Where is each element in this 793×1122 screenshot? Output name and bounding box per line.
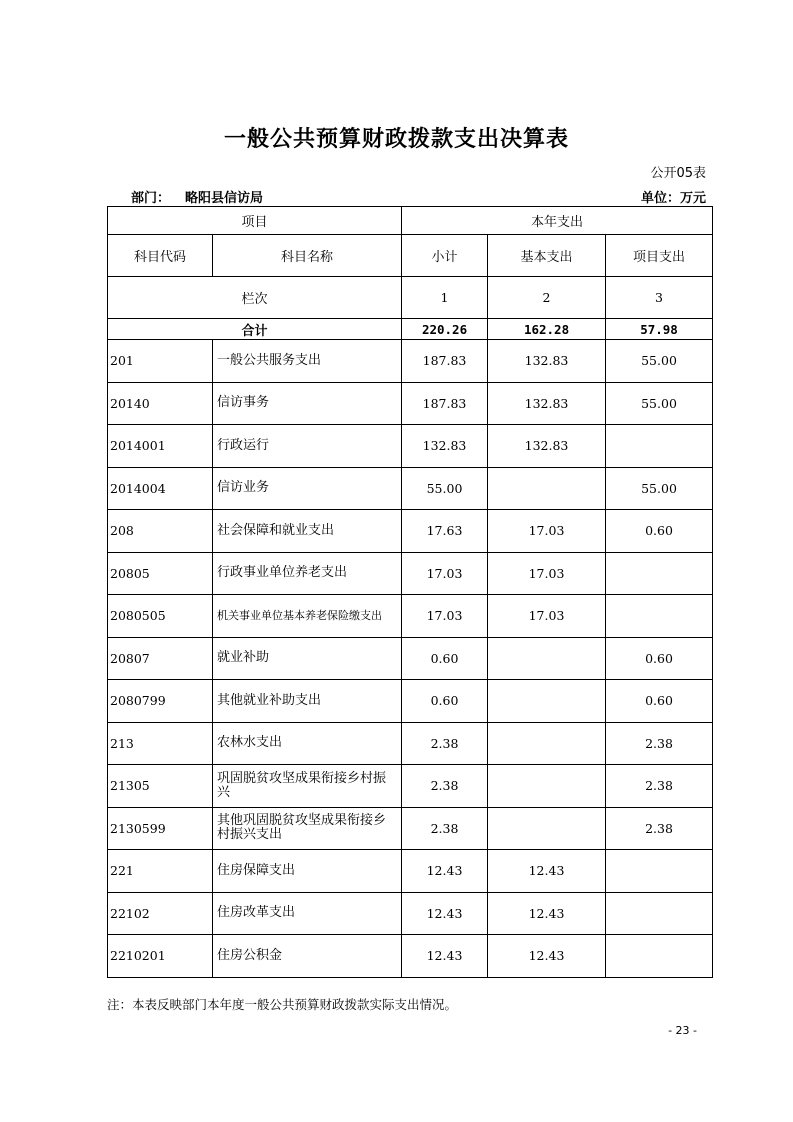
row-basic [488,765,606,808]
row-code: 20140 [108,382,213,425]
row-subtotal: 17.63 [402,510,488,553]
table-row [108,340,713,383]
table-row [108,850,713,893]
row-subtotal: 2.38 [402,807,488,850]
row-subtotal: 0.60 [402,680,488,723]
row-name: 农林水支出 [213,722,402,765]
table-row [108,382,713,425]
row-basic [488,467,606,510]
row-project [606,552,713,595]
row-basic: 12.43 [488,850,606,893]
row-code: 2210201 [108,935,213,978]
row-name: 行政运行 [213,425,402,468]
row-project: 2.38 [606,722,713,765]
row-code: 201 [108,340,213,383]
total-subtotal: 220.26 [402,319,488,340]
row-basic: 17.03 [488,552,606,595]
row-project [606,892,713,935]
form-code: 公开05表 [650,166,706,181]
row-project: 0.60 [606,680,713,723]
row-name: 信访业务 [213,467,402,510]
column-index-1: 1 [402,277,488,319]
header-subtotal: 小计 [402,235,488,277]
row-name: 其他巩固脱贫攻坚成果衔接乡村振兴支出 [213,807,402,850]
column-index-2: 2 [488,277,606,319]
page-title: 一般公共预算财政拨款支出决算表 [223,127,569,152]
table-row [108,935,713,978]
row-name: 住房改革支出 [213,892,402,935]
row-name: 机关事业单位基本养老保险缴支出 [213,595,402,638]
row-code: 221 [108,850,213,893]
header-name: 科目名称 [213,235,402,277]
header-basic: 基本支出 [488,235,606,277]
row-basic [488,807,606,850]
row-subtotal: 17.03 [402,552,488,595]
table-row [108,722,713,765]
total-basic: 162.28 [488,319,606,340]
header-current-year: 本年支出 [402,207,713,235]
row-project [606,850,713,893]
table-row [108,595,713,638]
department-name: 略阳县信访局 [185,191,264,206]
row-project: 0.60 [606,510,713,553]
row-project [606,935,713,978]
row-code: 2014001 [108,425,213,468]
row-code: 2080799 [108,680,213,723]
row-project: 2.38 [606,765,713,808]
row-basic [488,680,606,723]
row-code: 2130599 [108,807,213,850]
total-label: 合计 [108,319,402,340]
row-project: 0.60 [606,637,713,680]
row-project: 2.38 [606,807,713,850]
row-code: 2014004 [108,467,213,510]
row-basic: 132.83 [488,382,606,425]
row-basic: 12.43 [488,935,606,978]
row-name: 就业补助 [213,637,402,680]
total-project: 57.98 [606,319,713,340]
header-project-expense: 项目支出 [606,235,713,277]
row-project: 55.00 [606,467,713,510]
table-row [108,510,713,553]
row-basic: 132.83 [488,425,606,468]
row-basic: 17.03 [488,510,606,553]
row-subtotal: 55.00 [402,467,488,510]
row-basic: 17.03 [488,595,606,638]
row-name: 巩固脱贫攻坚成果衔接乡村振兴 [213,765,402,808]
row-subtotal: 2.38 [402,722,488,765]
row-name: 其他就业补助支出 [213,680,402,723]
page-number: - 23 - [668,1024,697,1037]
table-row [108,425,713,468]
row-subtotal: 12.43 [402,935,488,978]
row-subtotal: 17.03 [402,595,488,638]
row-code: 2080505 [108,595,213,638]
row-name: 住房保障支出 [213,850,402,893]
row-project [606,425,713,468]
unit-label: 单位：万元 [640,191,706,206]
header-code: 科目代码 [108,235,213,277]
row-subtotal: 0.60 [402,637,488,680]
row-subtotal: 2.38 [402,765,488,808]
row-subtotal: 187.83 [402,382,488,425]
row-name: 信访事务 [213,382,402,425]
expenditure-table [107,206,713,978]
row-code: 21305 [108,765,213,808]
row-basic: 132.83 [488,340,606,383]
row-name: 行政事业单位养老支出 [213,552,402,595]
row-code: 22102 [108,892,213,935]
row-name: 一般公共服务支出 [213,340,402,383]
row-code: 20807 [108,637,213,680]
table-row [108,680,713,723]
footnote: 注：本表反映部门本年度一般公共预算财政拨款实际支出情况。 [107,997,458,1012]
row-name: 社会保障和就业支出 [213,510,402,553]
column-index-label: 栏次 [108,277,402,319]
table-row [108,637,713,680]
header-project: 项目 [108,207,402,235]
row-code: 213 [108,722,213,765]
row-subtotal: 187.83 [402,340,488,383]
department-label: 部门： [131,191,171,206]
table-row [108,765,713,808]
column-index-3: 3 [606,277,713,319]
table-row [108,892,713,935]
row-name: 住房公积金 [213,935,402,978]
row-project: 55.00 [606,382,713,425]
row-subtotal: 12.43 [402,850,488,893]
row-basic: 12.43 [488,892,606,935]
row-project: 55.00 [606,340,713,383]
table-row [108,807,713,850]
row-subtotal: 12.43 [402,892,488,935]
table-row [108,552,713,595]
row-basic [488,722,606,765]
row-code: 208 [108,510,213,553]
row-code: 20805 [108,552,213,595]
row-basic [488,637,606,680]
table-row [108,467,713,510]
row-subtotal: 132.83 [402,425,488,468]
row-project [606,595,713,638]
